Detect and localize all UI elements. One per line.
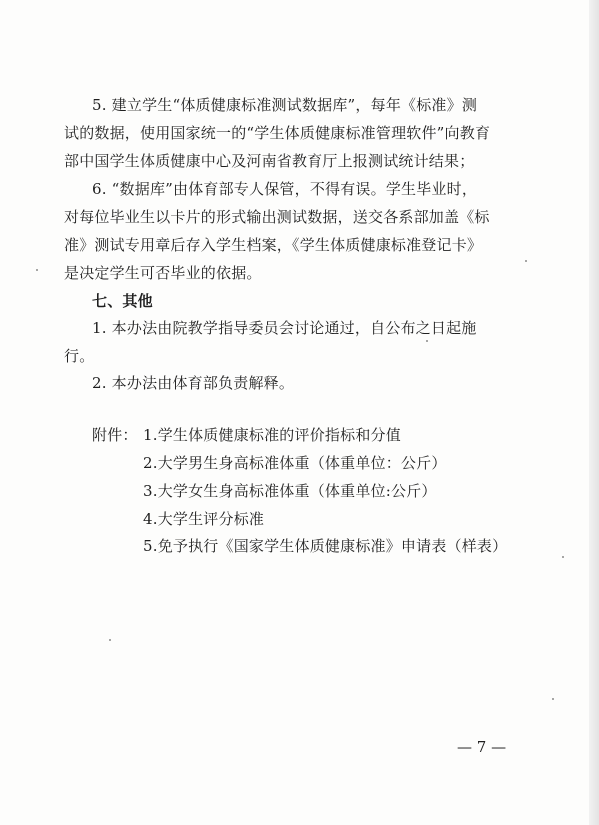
scan-speck: [36, 269, 38, 271]
page-number: — 7 —: [457, 738, 507, 756]
scan-speck: [525, 260, 527, 262]
attachments-label: 附件：: [92, 426, 138, 444]
paragraph-6-line-3: 准》测试专用章后存入学生档案，《学生体质健康标准登记卡》: [64, 236, 483, 254]
scan-speck: [562, 556, 564, 558]
attachment-item-5: 5.免予执行《国家学生体质健康标准》申请表（样表）: [143, 537, 508, 555]
section-7-heading: 七、其他: [92, 292, 153, 310]
section-7-item-1-line-2: 行。: [64, 347, 95, 365]
attachment-item-4: 4.大学生评分标准: [143, 510, 265, 528]
attachment-item-2: 2.大学男生身高标准体重（体重单位：公斤）: [143, 454, 447, 472]
scan-speck: [109, 639, 111, 641]
paragraph-5-line-3: 部中国学生体质健康中心及河南省教育厅上报测试统计结果；: [64, 152, 475, 170]
attachment-item-1: 1.学生体质健康标准的评价指标和分值: [143, 426, 401, 444]
paragraph-6-line-2: 对每位毕业生以卡片的形式输出测试数据，送交各系部加盖《标: [64, 208, 490, 226]
section-7-item-2: 2. 本办法由体育部负责解释。: [92, 374, 295, 392]
paragraph-5-line-1: 5. 建立学生“体质健康标准测试数据库”，每年《标准》测: [92, 96, 478, 114]
scan-speck: [552, 698, 554, 700]
attachment-item-3: 3.大学女生身高标准体重（体重单位:公斤）: [143, 482, 437, 500]
scan-speck: [426, 340, 428, 342]
scan-edge: [589, 0, 599, 825]
section-7-item-1-line-1: 1. 本办法由院教学指导委员会讨论通过，自公布之日起施: [92, 319, 477, 337]
paragraph-6-line-4: 是决定学生可否毕业的依据。: [64, 264, 262, 282]
paragraph-5-line-2: 试的数据，使用国家统一的“学生体质健康标准管理软件”向教育: [64, 124, 491, 142]
paragraph-6-line-1: 6. “数据库”由体育部专人保管，不得有误。学生毕业时，: [92, 180, 478, 198]
